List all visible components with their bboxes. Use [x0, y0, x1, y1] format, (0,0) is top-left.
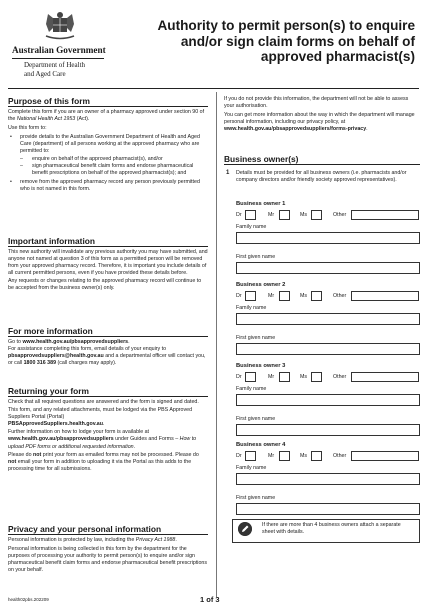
department-line-1: Department of Health: [24, 61, 86, 69]
owner-2-given-label: First given name: [236, 335, 276, 341]
title-line-3: approved pharmacist(s): [260, 49, 415, 64]
question-number: 1: [226, 170, 230, 176]
guides-link[interactable]: www.health.gov.au/pbsapprovedsuppliers: [8, 436, 114, 443]
owners-intro: Details must be provided for all business owners (i.e. pharmacists and/or company directors and/or friendly society approved representatives).: [236, 170, 407, 184]
owner-2-other-field[interactable]: [351, 291, 419, 301]
more-info-heading: For more information: [8, 326, 93, 336]
page-number: 1 of 3: [200, 595, 220, 604]
department-name: [24, 61, 85, 78]
title-rule: [8, 88, 419, 89]
title-other-label: Other: [333, 212, 347, 218]
owner-2-family-field[interactable]: [236, 313, 420, 325]
title-line-2: and/or sign claim forms on behalf of: [180, 33, 415, 49]
owner-3-family-field[interactable]: [236, 394, 420, 406]
privacy-continued: [224, 96, 420, 133]
returning-p2: This form, and any related attachments, must be lodged via the PBS Approved Suppliers Portal (Portal) PBSApprovedSuppliers.health.gov.au.: [8, 407, 193, 428]
title-other-label: Other: [333, 374, 347, 380]
returning-p3: Further information on how to lodge your form is available at www.health.gov.au/pbsapprovedsuppliers under Guides and Forms – How to upload PDF forms or additional requested information.: [8, 429, 197, 450]
owner-1-heading: Business owner 1: [236, 201, 286, 207]
more-info-p2: For assistance completing this form, email details of your enquiry to pbsapprovedsuppliers@health.gov.au and a departmental officer will contact you, or call 1800 316 389 (call charges may apply).: [8, 346, 206, 367]
portal-link[interactable]: PBSApprovedSuppliers.health.gov.au: [8, 421, 103, 428]
header-divider: [12, 58, 104, 59]
purpose-list: [8, 134, 208, 193]
purpose-use: Use this form to:: [8, 125, 47, 132]
support-phone: 1800 316 389: [23, 360, 57, 367]
extra-owners-note-text: If there are more than 4 business owners attach a separate sheet with details.: [262, 522, 401, 536]
purpose-intro: Complete this form if you are an owner of a pharmacy approved under section 90 of the National Health Act 1953 (Act).: [8, 109, 205, 123]
owner-1-other-field[interactable]: [351, 210, 419, 220]
form-title: [125, 18, 415, 65]
purpose-dash-1: – enquire on behalf of the approved pharmacist(s), and/or: [8, 156, 208, 163]
privacy-policy-link[interactable]: www.health.gov.au/pbsapprovedsuppliers/forms-privacy: [224, 126, 367, 133]
title-mr-label: Mr: [268, 374, 275, 380]
owner-4-mr-checkbox[interactable]: [279, 451, 290, 461]
owner-4-family-label: Family name: [236, 465, 267, 471]
privacy-rule: [8, 534, 208, 535]
more-info-p1: Go to www.health.gov.au/pbsapprovedsuppliers.: [8, 339, 130, 345]
owner-4-dr-checkbox[interactable]: [245, 451, 256, 461]
support-email-link[interactable]: pbsapprovedsuppliers@health.gov.au: [8, 353, 104, 360]
important-rule: [8, 246, 208, 247]
form-code: health02pbs.202209: [8, 597, 49, 602]
more-info-body: [8, 339, 208, 367]
owner-1-given-field[interactable]: [236, 262, 420, 274]
owners-heading: Business owner(s): [224, 154, 299, 164]
owner-4-other-field[interactable]: [351, 451, 419, 461]
owner-3-mr-checkbox[interactable]: [279, 372, 290, 382]
title-mr-label: Mr: [268, 212, 275, 218]
privacy-body: [8, 537, 208, 574]
owner-1-given-label: First given name: [236, 254, 276, 260]
government-name: Australian Government: [12, 45, 106, 55]
owner-2-title-row: [236, 291, 420, 301]
title-line-1: Authority to permit person(s) to enquire: [157, 18, 415, 33]
returning-body: [8, 399, 208, 473]
owner-1-title-row: [236, 210, 420, 220]
purpose-body: [8, 109, 208, 193]
purpose-bullet-2: • remove from the approved pharmacy record any person previously permitted who is not named in this form.: [8, 179, 208, 193]
owner-2-heading: Business owner 2: [236, 282, 286, 288]
title-mr-label: Mr: [268, 453, 275, 459]
owner-3-given-field[interactable]: [236, 424, 420, 436]
owner-3-ms-checkbox[interactable]: [311, 372, 322, 382]
more-info-rule: [8, 336, 208, 337]
returning-p4: Please do not print your form as emailed forms may not be processed. Please do not email your form in addition to uploading it via the Portal as this adds to the processing time for all submissions.: [8, 451, 199, 472]
important-p1: This new authority will invalidate any previous authority you may have submitted, and anyone not named at question 3 of this form as a permitted person will be removed from your approved pharmacy record. Therefore, it is important you include details of all current permitted persons, even if you have provided these details before.: [8, 249, 208, 277]
owners-rule: [224, 164, 420, 165]
title-dr-label: Dr: [236, 293, 242, 299]
owner-1-dr-checkbox[interactable]: [245, 210, 256, 220]
owner-3-other-field[interactable]: [351, 372, 419, 382]
returning-rule: [8, 396, 208, 397]
more-info-link[interactable]: www.health.gov.au/pbsapprovedsuppliers: [22, 339, 129, 345]
owner-4-family-field[interactable]: [236, 473, 420, 485]
purpose-heading: Purpose of this form: [8, 96, 90, 106]
title-ms-label: Ms: [300, 212, 308, 218]
coat-of-arms-icon: [40, 10, 80, 42]
owner-2-given-field[interactable]: [236, 343, 420, 355]
owner-3-dr-checkbox[interactable]: [245, 372, 256, 382]
title-dr-label: Dr: [236, 453, 242, 459]
owner-2-family-label: Family name: [236, 305, 267, 311]
owner-1-ms-checkbox[interactable]: [311, 210, 322, 220]
owner-4-given-field[interactable]: [236, 503, 420, 515]
important-heading: Important information: [8, 236, 96, 246]
owner-4-heading: Business owner 4: [236, 442, 286, 448]
owner-2-mr-checkbox[interactable]: [279, 291, 290, 301]
title-ms-label: Ms: [300, 293, 308, 299]
owner-3-family-label: Family name: [236, 386, 267, 392]
pen-icon: [238, 522, 252, 536]
owner-1-family-field[interactable]: [236, 232, 420, 244]
owner-4-given-label: First given name: [236, 495, 276, 501]
owner-4-ms-checkbox[interactable]: [311, 451, 322, 461]
owner-2-ms-checkbox[interactable]: [311, 291, 322, 301]
owner-1-family-label: Family name: [236, 224, 267, 230]
privacy-p2: Personal information is being collected in this form by the department for the purposes of processing your authority to permit person(s) to enquire and/or sign pharmaceutical benefit claim forms and endorse pharmaceutical benefit prescriptions on your behalf.: [8, 546, 208, 574]
title-mr-label: Mr: [268, 293, 275, 299]
returning-p1: Check that all required questions are answered and the form is signed and dated.: [8, 399, 199, 405]
privacy-p1: Personal information is protected by law, including the Privacy Act 1988.: [8, 537, 177, 543]
owner-3-heading: Business owner 3: [236, 363, 286, 369]
column-divider: [216, 92, 217, 597]
owner-3-given-label: First given name: [236, 416, 276, 422]
privacy-p3: If you do not provide this information, the department will not be able to assess your authorisation.: [224, 96, 409, 110]
purpose-bullet-1: • provide details to the Australian Government Department of Health and Aged Care (department) of all persons working at the approved pharmacy who are permitted to:: [8, 134, 208, 155]
department-line-2: and Aged Care: [24, 69, 66, 78]
privacy-p4: You can get more information about the way in which the department will manage personal information, including our privacy policy, at www.health.gov.au/pbsapprovedsuppliers/forms-privacy.: [224, 112, 415, 133]
returning-heading: Returning your form: [8, 386, 89, 396]
title-dr-label: Dr: [236, 212, 242, 218]
title-dr-label: Dr: [236, 374, 242, 380]
owner-1-mr-checkbox[interactable]: [279, 210, 290, 220]
important-body: [8, 249, 208, 293]
owner-2-dr-checkbox[interactable]: [245, 291, 256, 301]
title-ms-label: Ms: [300, 453, 308, 459]
title-ms-label: Ms: [300, 374, 308, 380]
purpose-rule: [8, 106, 208, 107]
title-other-label: Other: [333, 453, 347, 459]
privacy-heading: Privacy and your personal information: [8, 524, 162, 534]
purpose-dash-2: – sign pharmaceutical benefit claim forms and endorse pharmaceutical benefit prescriptions on behalf of the approved pharmacist(s); and: [8, 163, 208, 177]
title-other-label: Other: [333, 293, 347, 299]
owner-4-title-row: [236, 451, 420, 461]
owner-3-title-row: [236, 372, 420, 382]
important-p2: Any requests or changes relating to the approved pharmacy record will continue to be accepted from the business owner(s) only.: [8, 278, 202, 292]
